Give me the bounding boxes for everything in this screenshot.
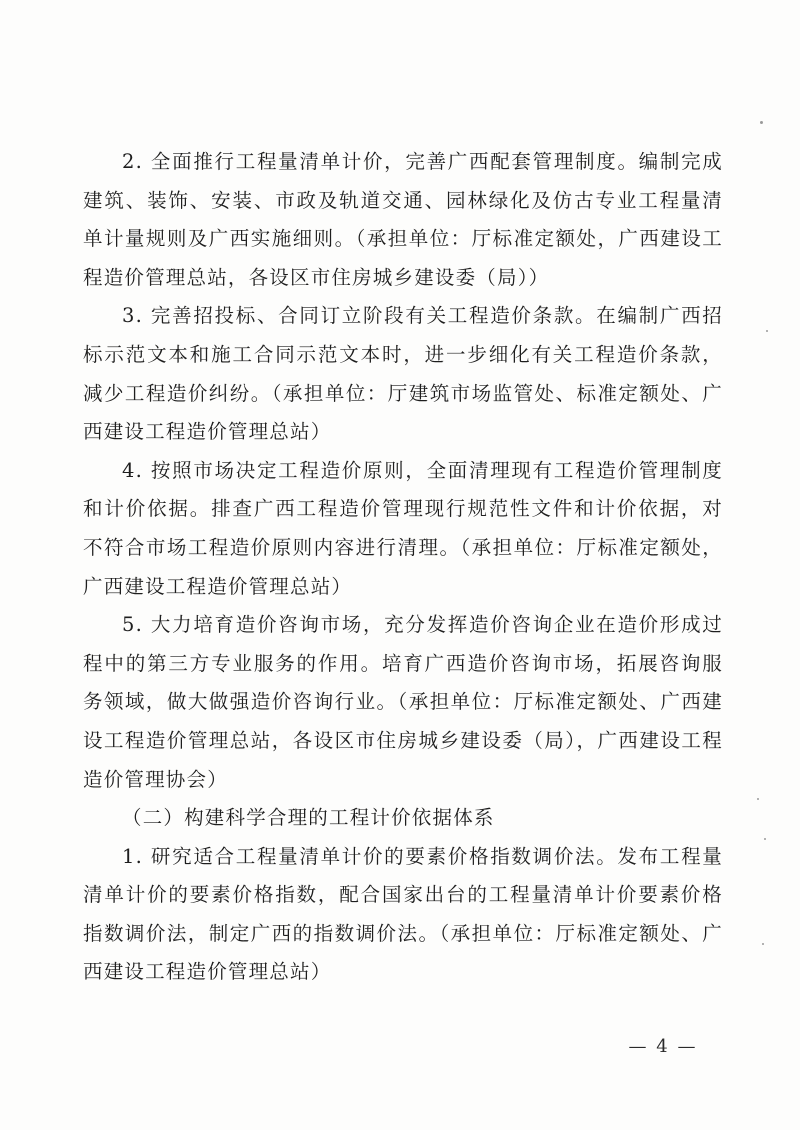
scan-speck bbox=[762, 943, 764, 945]
document-body bbox=[83, 143, 723, 992]
paragraph-item-4: 4. 按照市场决定工程造价原则，全面清理现有工程造价管理制度和计价依据。排查广西工程造价管理现行规范性文件和计价依据，对不符合市场工程造价原则内容进行清理。（承担单位：厅标准定额处，广西建设工程造价管理总站） bbox=[83, 458, 723, 598]
scan-speck bbox=[760, 121, 763, 124]
paragraph-item-3: 3. 完善招投标、合同订立阶段有关工程造价条款。在编制广西招标示范文本和施工合同示范文本时，进一步细化有关工程造价条款，减少工程造价纠纷。（承担单位：厅建筑市场监管处、标准定额处、广西建设工程造价管理总站） bbox=[83, 304, 723, 444]
section-paragraph-1: 1. 研究适合工程量清单计价的要素价格指数调价法。发布工程量清单计价的要素价格指数，配合国家出台的工程量清单计价要素价格指数调价法，制定广西的指数调价法。（承担单位：厅标准定额处、广西建设工程造价管理总站） bbox=[83, 844, 723, 984]
section-heading: （二）构建科学合理的工程计价依据体系 bbox=[122, 806, 495, 830]
scan-speck bbox=[764, 838, 766, 840]
paragraph-item-2: 2. 全面推行工程量清单计价，完善广西配套管理制度。编制完成建筑、装饰、安装、市政及轨道交通、园林绿化及仿古专业工程量清单计量规则及广西实施细则。（承担单位：厅标准定额处，广西建设工程造价管理总站，各设区市住房城乡建设委（局）） bbox=[83, 150, 723, 289]
scan-speck bbox=[766, 330, 768, 332]
page-number: — 4 — bbox=[628, 1036, 698, 1057]
paragraph-item-5: 5. 大力培育造价咨询市场，充分发挥造价咨询企业在造价形成过程中的第三方专业服务的作用。培育广西造价咨询市场，拓展咨询服务领域，做大做强造价咨询行业。（承担单位：厅标准定额处、广西建设工程造价管理总站，各设区市住房城乡建设委（局），广西建设工程造价管理协会） bbox=[83, 613, 723, 791]
scan-speck bbox=[757, 798, 759, 800]
